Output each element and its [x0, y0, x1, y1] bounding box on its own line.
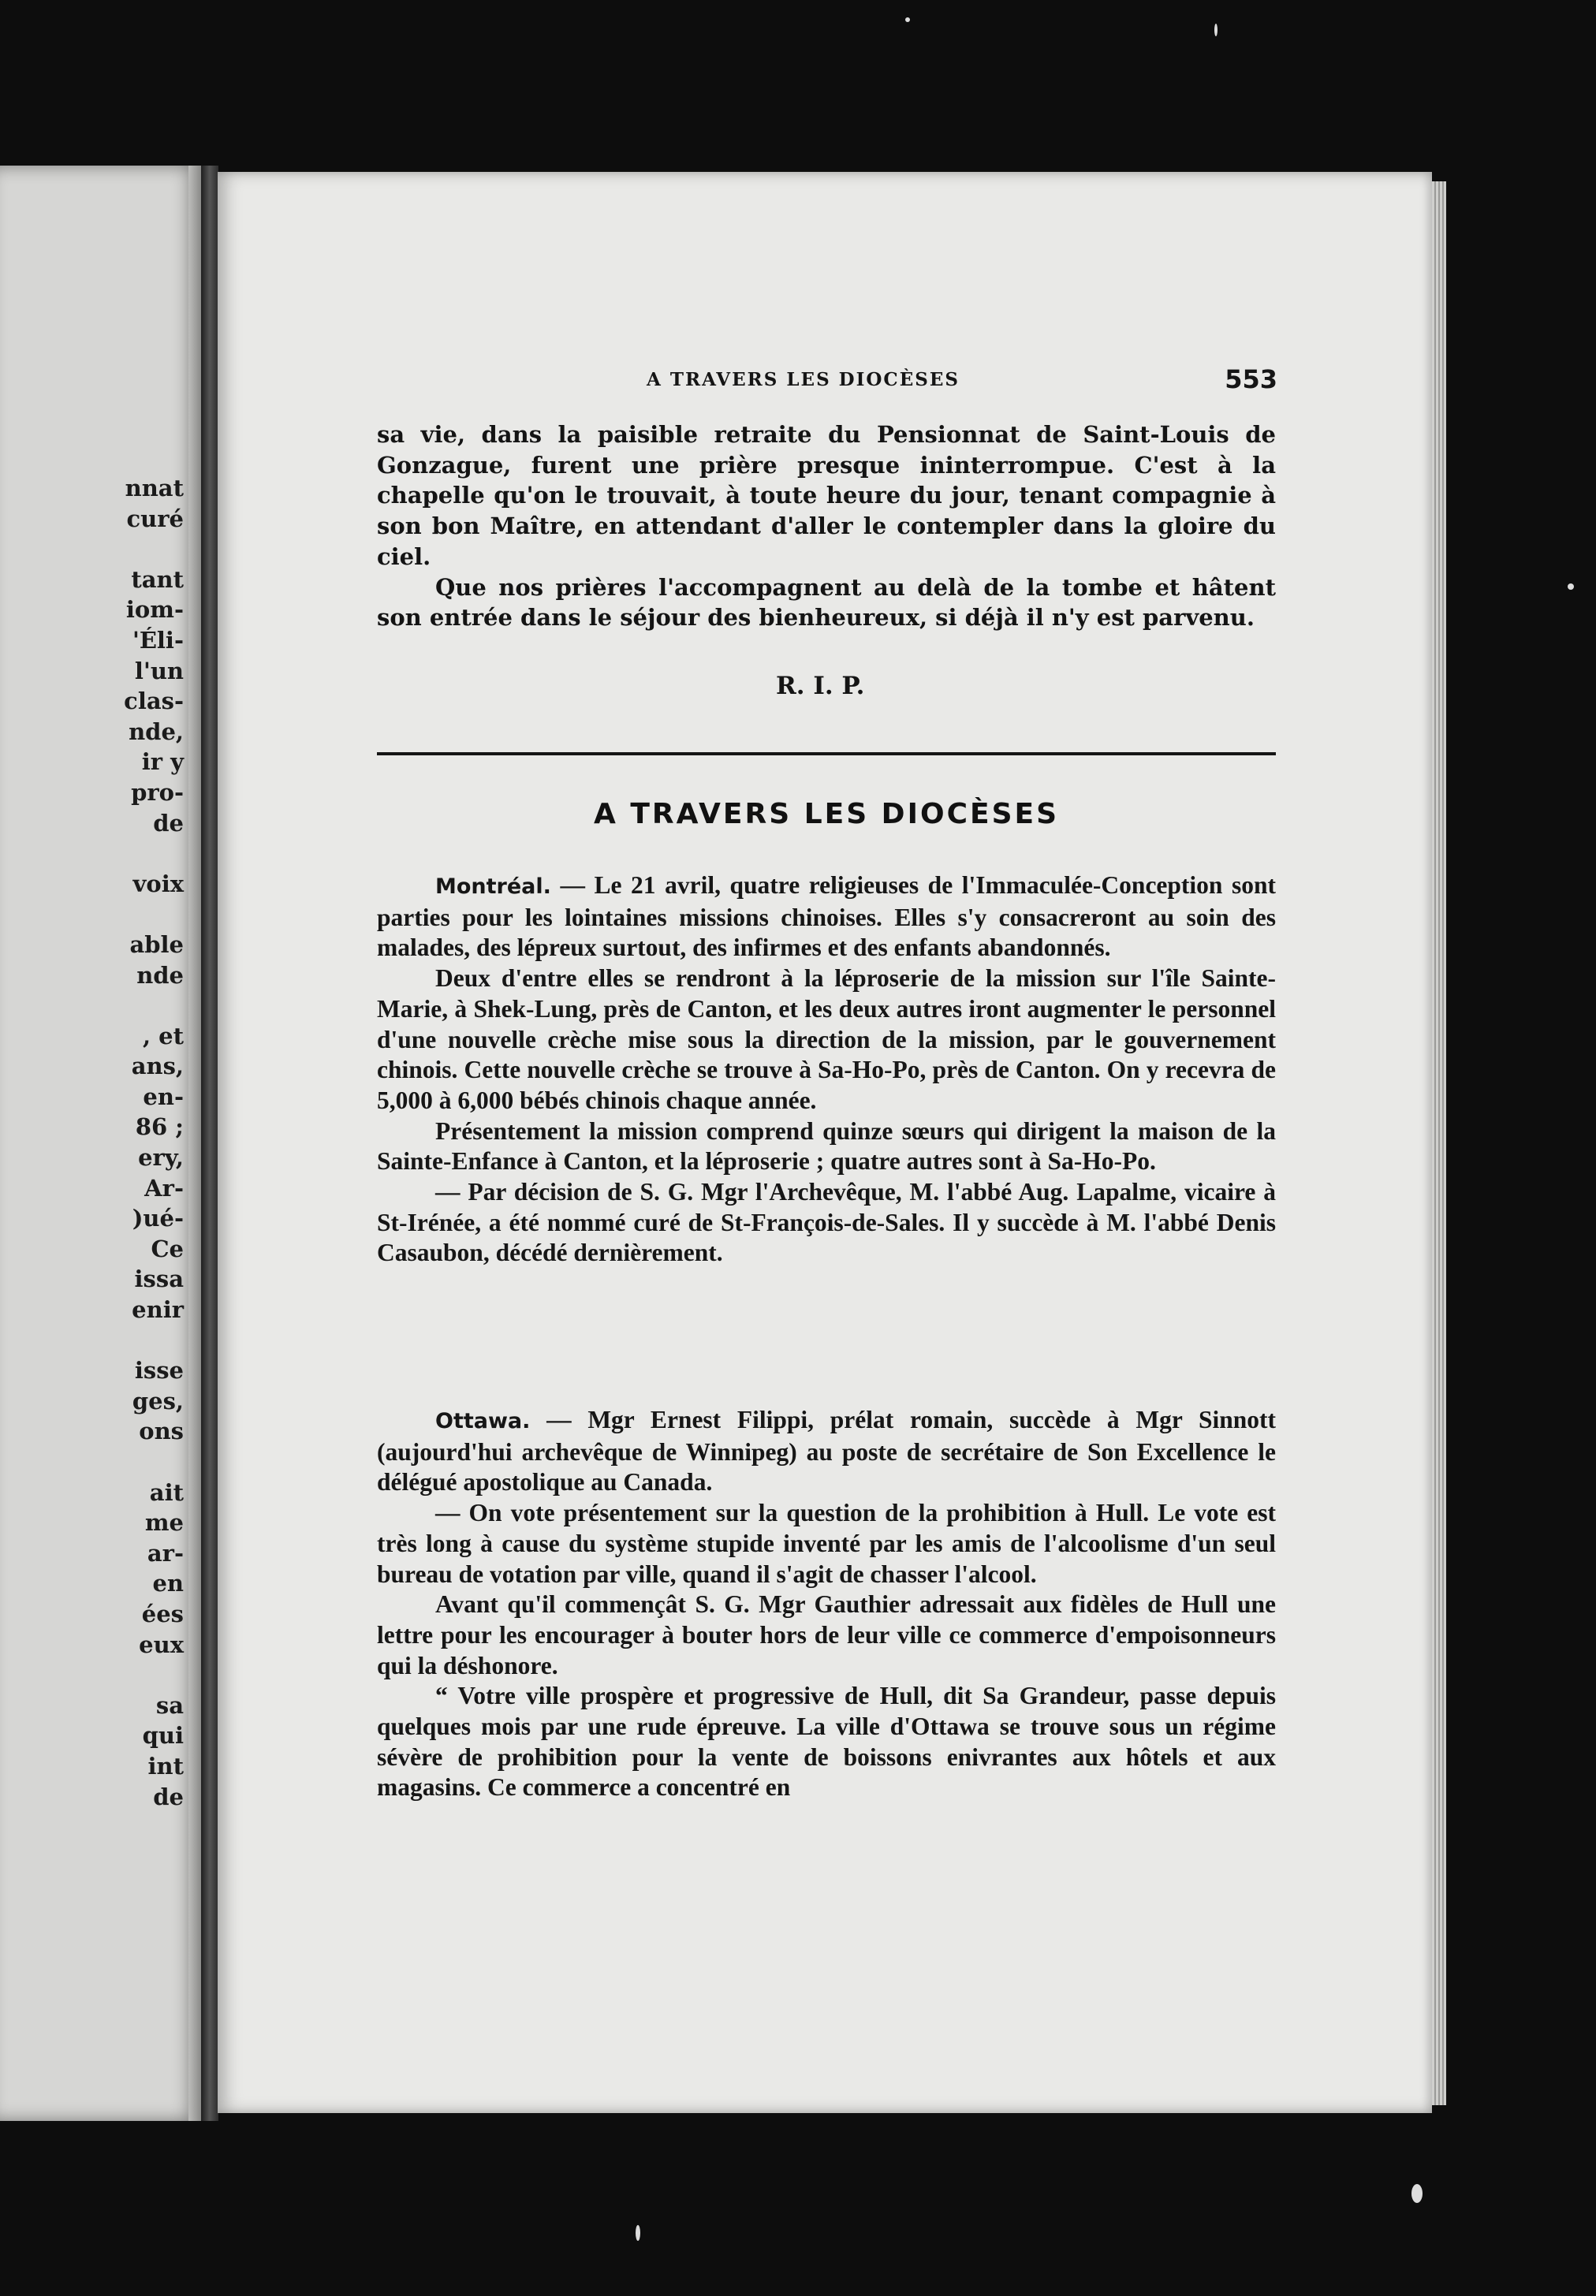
left-page-fragment: nde: [136, 961, 184, 989]
obituary-paragraph: Que nos prières l'accompagnent au delà de la tombe et hâtent son entrée dans le séjour des bienheureux, si déjà il n'y est parvenu.: [377, 573, 1276, 632]
left-page-fragment: [26, 838, 184, 869]
left-page-fragment: ées: [141, 1600, 184, 1627]
page-number: 553: [1225, 364, 1277, 394]
left-page-fragment: issa: [134, 1265, 184, 1293]
montreal-intro: — Le 21 avril, quatre religieuses de l'Immaculée-Conception sont parties pour les lointaines missions chinoises. Elles s'y consacreront au soin des malades, des lépreux surtout, des infirmes et des enfants abandonnés.: [377, 871, 1276, 962]
left-page-edge: [188, 166, 201, 2121]
left-page-fragment: eux: [139, 1631, 184, 1658]
dust-speck: [1411, 2184, 1423, 2203]
left-page-fragment: )ué-: [132, 1205, 184, 1232]
running-head: [426, 364, 1277, 396]
obituary-closing: R. I. P.: [776, 672, 865, 700]
dust-speck: [1568, 583, 1574, 590]
left-page-fragment: ges,: [132, 1387, 184, 1414]
montreal-paragraph: — Par décision de S. G. Mgr l'Archevêque, M. l'abbé Aug. Lapalme, vicaire à St-Irénée, a été nommé curé de St-François-de-Sales. Il y succède à M. l'abbé Denis Casaubon, décédé dernièrement.: [377, 1178, 1276, 1267]
ottawa-intro: — Mgr Ernest Filippi, prélat romain, succède à Mgr Sinnott (aujourd'hui archevêque de Winnipeg) au poste de secrétaire de Son Excellence le délégué apostolique au Canada.: [377, 1406, 1276, 1496]
obituary-text: [377, 419, 1276, 633]
montreal-paragraph: Présentement la mission comprend quinze sœurs qui dirigent la maison de la Sainte-Enfance à Canton, et la léproserie ; quatre autres sont à Sa-Ho-Po.: [377, 1116, 1276, 1176]
left-page-fragment: Ce: [151, 1235, 184, 1262]
left-page-fragment: en-: [143, 1083, 184, 1110]
running-title: A TRAVERS LES DIOCÈSES: [647, 369, 960, 390]
left-page-fragment: 'Éli-: [132, 626, 184, 654]
left-page-fragment: sa: [155, 1691, 184, 1719]
left-page-fragment: voix: [132, 870, 184, 897]
book-gutter: [201, 166, 218, 2121]
left-page-fragment: ir y: [141, 748, 184, 776]
montreal-news: [377, 870, 1276, 1269]
left-page-fragment: ait: [149, 1478, 184, 1506]
left-page-fragment: isse: [134, 1357, 184, 1385]
ottawa-paragraph: [377, 1405, 1276, 1498]
left-page-fragment: able: [129, 930, 184, 958]
left-page-fragment: clas-: [124, 688, 184, 715]
left-page-fragment: , et: [142, 1022, 184, 1049]
left-page-fragment: ons: [139, 1418, 184, 1445]
place-name-ottawa: Ottawa.: [435, 1409, 531, 1433]
montreal-paragraph: Deux d'entre elles se rendront à la léproserie de la mission sur l'île Sainte-Marie, à Shek-Lung, près de Canton, et les deux autres iront augmenter le personnel d'une nouvelle crèche mise sous la direction de la mission, par le gouvernement chinois. Cette nouvelle crèche se trouve à Sa-Ho-Po, près de Canton. On y recevra de 5,000 à 6,000 bébés chinois chaque année.: [377, 964, 1276, 1114]
left-page-fragment: nnat: [125, 475, 184, 501]
ottawa-paragraph: Avant qu'il commençât S. G. Mgr Gauthier adressait aux fidèles de Hull une lettre pour les encourager à bouter hors de leur ville ce commerce d'empoisonneurs qui la déshonore.: [377, 1590, 1276, 1679]
left-page: [0, 166, 201, 2121]
left-page-fragment: tant: [131, 565, 184, 593]
left-page-fragment: curé: [126, 505, 184, 532]
section-heading: A TRAVERS LES DIOCÈSES: [593, 798, 1060, 830]
left-page-fragment: me: [144, 1509, 184, 1537]
dust-speck: [636, 2225, 640, 2241]
left-page-fragment: de: [153, 1783, 184, 1810]
left-page-fragment: 86 ;: [135, 1113, 184, 1141]
left-page-fragment: iom-: [125, 596, 184, 624]
ottawa-news: [377, 1405, 1276, 1803]
left-page-fragment: ar-: [147, 1539, 184, 1567]
left-page-fragment: [26, 1325, 184, 1356]
left-page-fragment: de: [153, 809, 184, 837]
left-page-fragment: ery,: [138, 1144, 184, 1172]
left-page-fragment: [26, 1447, 184, 1478]
left-page-fragment: enir: [132, 1296, 184, 1324]
left-page-fragment: [26, 990, 184, 1021]
left-page-fragment: pro-: [131, 778, 184, 806]
left-page-fragment: int: [147, 1752, 184, 1780]
ottawa-paragraph: — On vote présentement sur la question de la prohibition à Hull. Le vote est très long à cause du système stupide inventé par les amis de l'alcoolisme d'un seul bureau de votation par ville, quand il s'agit de chasser l'alcool.: [377, 1499, 1276, 1588]
page-edges: [1432, 181, 1446, 2105]
left-page-fragment: qui: [142, 1722, 184, 1750]
ottawa-paragraph: “ Votre ville prospère et progressive de Hull, dit Sa Grandeur, passe depuis quelques mois par une rude épreuve. La ville d'Ottawa se trouve sous un régime sévère de prohibition pour la vente de boissons enivrantes aux hôtels et aux magasins. Ce commerce a concentré en: [377, 1682, 1276, 1802]
left-page-fragment: l'un: [134, 657, 184, 684]
left-page-fragment: [26, 1660, 184, 1690]
dust-speck: [1214, 24, 1218, 36]
place-name-montreal: Montréal.: [435, 874, 551, 899]
left-page-fragment: [26, 899, 184, 930]
obituary-paragraph: sa vie, dans la paisible retraite du Pensionnat de Saint-Louis de Gonzague, furent une prière presque ininterrompue. C'est à la chapelle qu'on le trouvait, à toute heure du jour, tenant compagnie à son bon Maître, en attendant d'aller le contempler dans la gloire du ciel.: [377, 421, 1276, 570]
left-page-fragment: en: [152, 1570, 184, 1597]
left-page-fragment: nde,: [129, 718, 184, 745]
left-page-text-fragments: [26, 473, 184, 1812]
dust-speck: [905, 17, 910, 22]
left-page-fragment: [26, 534, 184, 565]
left-page-fragment: ans,: [131, 1053, 184, 1080]
section-divider: [377, 752, 1276, 755]
left-page-fragment: Ar-: [144, 1174, 184, 1202]
montreal-paragraph: [377, 870, 1276, 964]
